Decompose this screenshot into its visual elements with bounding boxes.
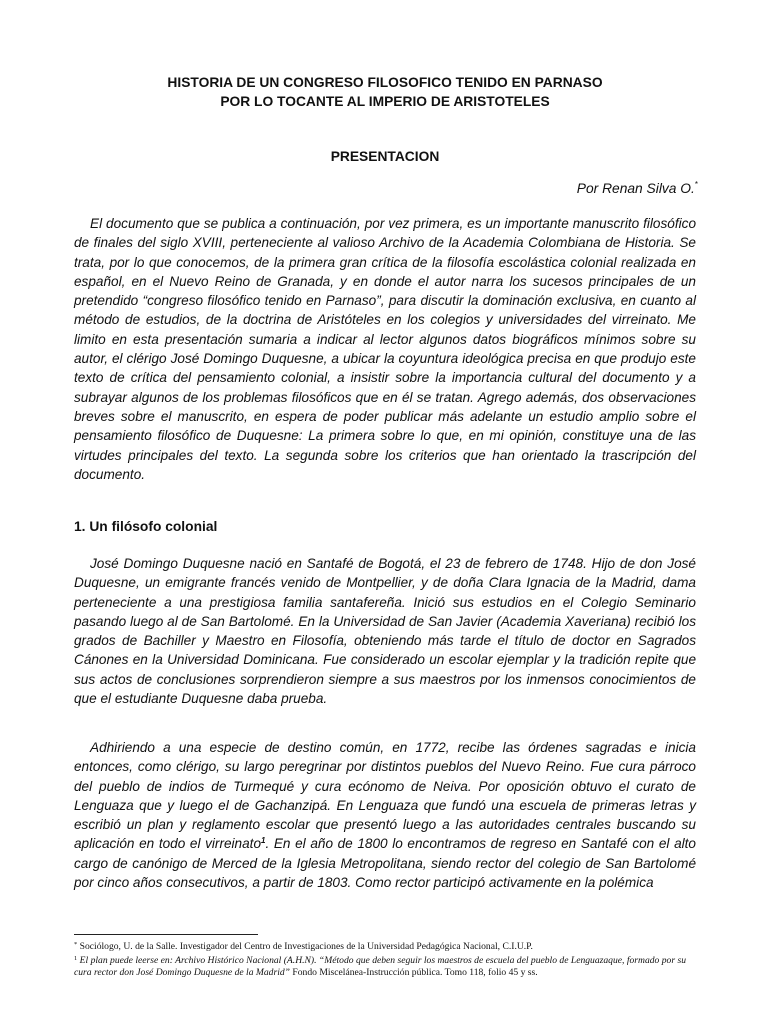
footnote-author-mark: * bbox=[74, 941, 78, 948]
intro-paragraph: El documento que se publica a continuación, por vez primera, es un importante manuscrito filosófico de finales del siglo XVIII, perteneciente al valioso Archivo de la Academia Colombiana de Historia. Se trata, por lo que conocemos, de la primera gran crítica de la filosofía escolástica colonial realizada en español, en el Nuevo Reino de Granada, y en donde el autor narra los sucesos principales de un pretendido “congreso filosófico tenido en Parnaso”, para discutir la dominación exclusiva, en cuanto al método de estudios, de la doctrina de Aristóteles en los colegios y universidades del virreinato. Me limito en esta presentación sumaria a indicar al lector algunos datos biográficos mínimos sobre su autor, el clérigo José Domingo Duquesne, a ubicar la coyuntura ideológica precisa en que produjo este texto de crítica del pensamiento colonial, a insistir sobre la importancia cultural del documento y a subrayar algunos de los problemas filosóficos que en él se tratan. Agrego además, dos observaciones breves sobre el manuscrito, en espera de poder publicar más adelante un estudio amplio sobre el pensamiento filosófico de Duquesne: La primera sobre lo que, en mi opinión, constituye una de las virtudes principales del texto. La segunda sobre los criterios que han orientado la trascripción del documento. bbox=[74, 216, 696, 482]
footnote-1 bbox=[74, 955, 696, 978]
footnote-1-plain-text: Fondo Misceláneа-Instrucción pública. Tomo 118, folio 45 y ss. bbox=[290, 966, 538, 978]
footnote-author-text: Sociólogo, U. de la Salle. Investigador del Centro de Investigaciones de la Universidad Pedagógica Nacional, C.I.U.P. bbox=[77, 941, 533, 952]
footnote-author bbox=[74, 941, 696, 953]
document-title-line-2: POR LO TOCANTE AL IMPERIO DE ARISTOTELES bbox=[220, 94, 550, 109]
footnote-reference-1[interactable]: 1 bbox=[261, 836, 266, 846]
section-paragraph-2-part-a: Adhiriendo a una especie de destino común, en 1772, recibe las órdenes sagradas e inicia entonces, como clérigo, su largo peregrinar por distintos pueblos del Nuevo Reino. Fue cura párroco del pueblo de indios de Turmequé y cura ecónomo de Neiva. Por oposición obtuvo el curato de Lenguaza que y luego el de Gachanzipá. En Lenguaza que fundó una escuela de primeras letras y escribió un plan y reglamento escolar que presentó luego a las autoridades centrales buscando su aplicación en todo el virreinato bbox=[74, 740, 696, 852]
footnote-1-italic-text: El plan puede leerse en: Archivo Histórico Nacional (A.H.N). “Método que deben seguir los maestros de escuela del pueblo de Lenguazaque, formado por su cura rector don José Domingo Duquesne de la Madrid” bbox=[74, 955, 687, 978]
section-heading: 1. Un filósofo colonial bbox=[74, 519, 218, 534]
document-title-line-1: HISTORIA DE UN CONGRESO FILOSOFICO TENIDO EN PARNASO bbox=[167, 75, 603, 90]
section-paragraph-1: José Domingo Duquesne nació en Santafé de Bogotá, el 23 de febrero de 1748. Hijo de don José Duquesne, un emigrante francés venido de Montpellier, y de doña Clara Ignacia de la Madrid, dama perteneciente a una prestigiosa familia santafereña. Inició sus estudios en el Colegio Seminario pasando luego al de San Bartolomé. En la Universidad de San Javier (Academia Xaveriana) recibió los grados de Bachiller y Maestro en Filosofía, obteniendo más tarde el título de doctor en Sagrados Cánones en la Universidad Dominicana. Fue considerado un escolar ejemplar y la tradición repite que sus actos de conclusiones sorprendieron siempre a sus maestros por los inmensos conocimientos de que el estudiante Duquesne daba prueba. bbox=[74, 556, 696, 707]
footnote-divider bbox=[74, 934, 258, 935]
author-footnote-mark[interactable]: * bbox=[694, 180, 698, 189]
author-name: Por Renan Silva O. bbox=[576, 181, 695, 196]
footnote-1-mark: 1 bbox=[74, 955, 78, 962]
presentation-heading: PRESENTACION bbox=[330, 149, 440, 164]
section-paragraph-2 bbox=[74, 738, 696, 892]
section-paragraph-2-part-b: . En el año de 1800 lo encontramos de regreso en Santafé con el alto cargo de canónigo de Merced de la Iglesia Metropolitana, siendo rector del colegio de San Bartolomé por cinco años consecutivos, a partir de 1803. Como rector participó activamente en la polémica bbox=[74, 836, 696, 891]
author-byline bbox=[577, 180, 698, 196]
